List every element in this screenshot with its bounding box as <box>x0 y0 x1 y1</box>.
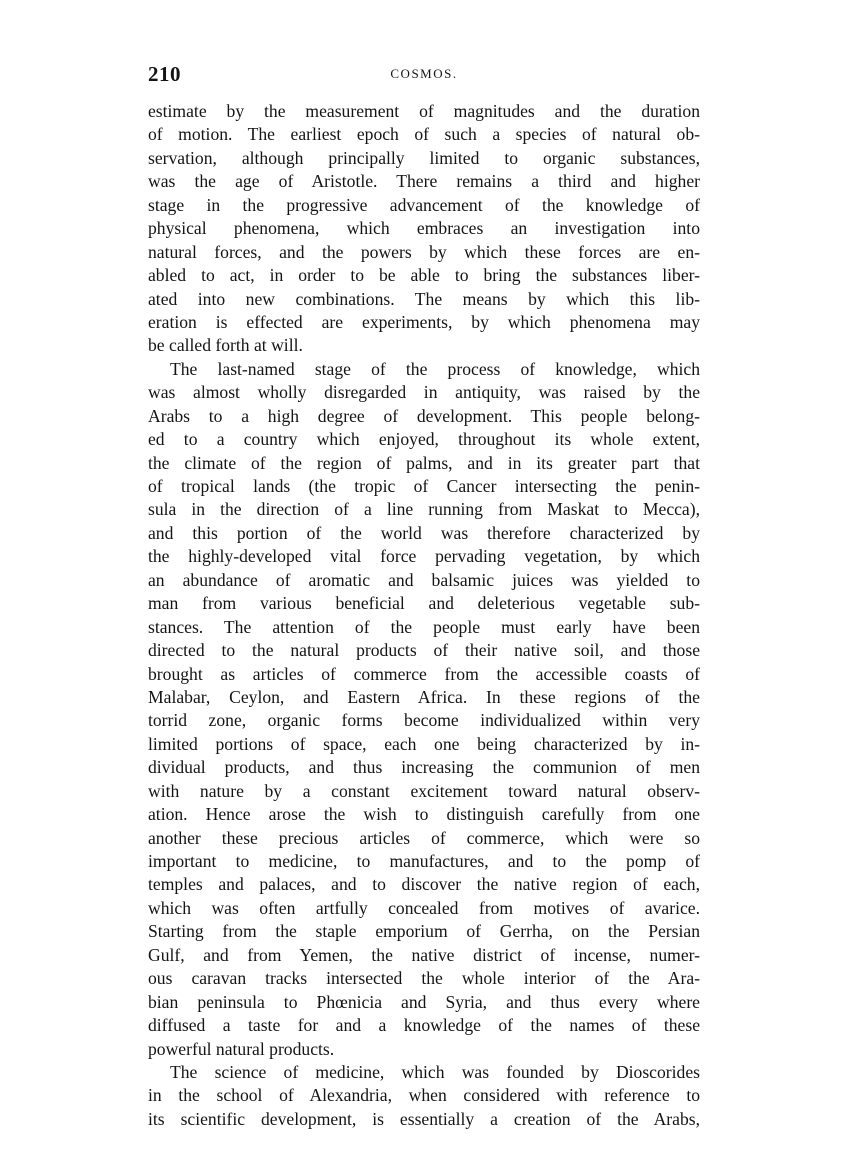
text-line: and this portion of the world was therefore characterized by <box>148 522 700 543</box>
text-line: Gulf, and from Yemen, the native district of incense, numer- <box>148 944 700 965</box>
running-head: COSMOS. <box>390 66 458 81</box>
text-line: was the age of Aristotle. There remains a third and higher <box>148 171 700 192</box>
text-line: ated into new combinations. The means by which this lib- <box>148 288 700 309</box>
text-line: bian peninsula to Phœnicia and Syria, and thus every where <box>148 991 700 1012</box>
text-line: in the school of Alexandria, when considered with reference to <box>148 1085 700 1106</box>
text-line: an abundance of aromatic and balsamic juices was yielded to <box>148 569 700 590</box>
page-number: 210 <box>148 62 181 86</box>
body-text <box>148 100 700 1131</box>
text-line: another these precious articles of commerce, which were so <box>148 827 700 848</box>
text-line: be called forth at will. <box>148 335 303 356</box>
text-line: man from various beneficial and deleterious vegetable sub- <box>148 593 700 614</box>
text-line: physical phenomena, which embraces an investigation into <box>148 218 700 239</box>
text-line: limited portions of space, each one being characterized by in- <box>148 733 700 754</box>
text-line: its scientific development, is essentially a creation of the Arabs, <box>148 1108 700 1129</box>
text-line: was almost wholly disregarded in antiquity, was raised by the <box>148 382 700 403</box>
text-line: directed to the natural products of their native soil, and those <box>148 640 700 661</box>
text-line: stage in the progressive advancement of the knowledge of <box>148 194 700 215</box>
text-line: eration is effected are experiments, by which phenomena may <box>148 311 700 332</box>
text-line: the highly-developed vital force pervading vegetation, by which <box>148 546 700 567</box>
text-line: abled to act, in order to be able to bring the substances liber- <box>148 265 700 286</box>
text-line: of motion. The earliest epoch of such a species of natural ob- <box>148 124 700 145</box>
text-line: servation, although principally limited to organic substances, <box>148 147 700 168</box>
text-line: ed to a country which enjoyed, throughout its whole extent, <box>148 429 700 450</box>
text-line: estimate by the measurement of magnitudes and the duration <box>148 101 700 121</box>
text-line: which was often artfully concealed from motives of avarice. <box>148 897 700 918</box>
text-line: important to medicine, to manufactures, and to the pomp of <box>148 851 700 871</box>
text-line: torrid zone, organic forms become individualized within very <box>148 710 700 731</box>
paragraph-first-line: The last-named stage of the process of knowledge, which <box>170 358 700 379</box>
text-line: with nature by a constant excitement toward natural observ- <box>148 780 700 801</box>
text-line: Starting from the staple emporium of Gerrha, on the Persian <box>148 921 700 942</box>
text-line: of tropical lands (the tropic of Cancer intersecting the penin- <box>148 476 700 496</box>
text-line: powerful natural products. <box>148 1038 335 1059</box>
text-line: Malabar, Ceylon, and Eastern Africa. In these regions of the <box>148 686 700 707</box>
text-line: sula in the direction of a line running from Maskat to Mecca), <box>148 499 700 520</box>
text-line: natural forces, and the powers by which these forces are en- <box>148 241 700 262</box>
text-line: brought as articles of commerce from the accessible coasts of <box>148 663 700 684</box>
page-header <box>148 62 700 88</box>
paragraph-first-line: The science of medicine, which was founded by Dioscorides <box>170 1061 700 1082</box>
text-line: stances. The attention of the people must early have been <box>148 616 700 637</box>
text-line: dividual products, and thus increasing the communion of men <box>148 757 700 778</box>
text-line: ation. Hence arose the wish to distinguish carefully from one <box>148 804 700 825</box>
text-line: diffused a taste for and a knowledge of the names of these <box>148 1015 700 1036</box>
text-line: the climate of the region of palms, and in its greater part that <box>148 452 700 473</box>
text-line: ous caravan tracks intersected the whole interior of the Ara- <box>148 968 700 989</box>
text-line: temples and palaces, and to discover the native region of each, <box>148 874 700 895</box>
text-line: Arabs to a high degree of development. This people belong- <box>148 405 700 426</box>
